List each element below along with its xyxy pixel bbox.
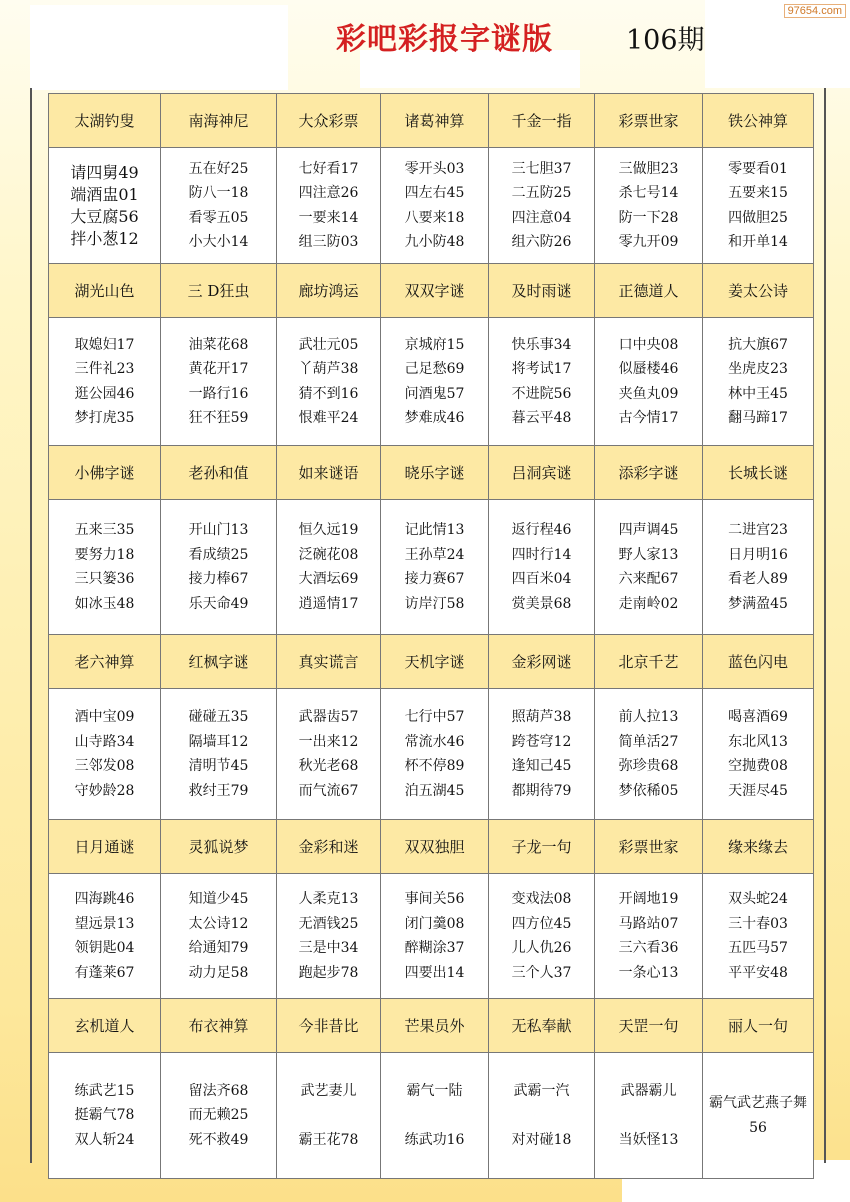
clue-line: 隔墙耳12 bbox=[188, 733, 249, 750]
clue-line: 三做胆23 bbox=[618, 160, 679, 177]
author-name: 子龙一句 bbox=[489, 820, 595, 874]
clue-line: 七好看17 bbox=[298, 160, 359, 177]
clue-line: 三只篓36 bbox=[74, 571, 135, 587]
clue-line: 给通知79 bbox=[188, 940, 249, 956]
clue-line: 二五防25 bbox=[511, 185, 572, 201]
author-name: 老六神算 bbox=[49, 635, 161, 689]
author-name: 无私奉献 bbox=[489, 999, 595, 1053]
clue-line: 逢知己45 bbox=[511, 758, 572, 774]
author-name: 小佛字谜 bbox=[49, 446, 161, 500]
clue-line: 知道少45 bbox=[188, 891, 249, 907]
clue-line: 一出来12 bbox=[298, 733, 359, 750]
clue-line: 五要来15 bbox=[728, 185, 788, 201]
author-name: 今非昔比 bbox=[277, 999, 381, 1053]
author-name: 三 D狂虫 bbox=[161, 264, 277, 318]
author-name: 缘来缘去 bbox=[703, 820, 814, 874]
author-row bbox=[49, 635, 814, 689]
clue-line: 武壮元05 bbox=[298, 336, 359, 353]
clue-cell bbox=[277, 1053, 381, 1179]
clue-row bbox=[49, 500, 814, 635]
clue-line: 马路站07 bbox=[618, 915, 679, 932]
clue-line: 武器霸儿 bbox=[620, 1083, 677, 1099]
clue-cell bbox=[703, 1053, 814, 1179]
clue-line: 秋光老68 bbox=[298, 758, 359, 774]
clue-cell bbox=[595, 1053, 703, 1179]
clue-line: 三六看36 bbox=[618, 940, 679, 956]
clue-line: 要努力18 bbox=[74, 546, 135, 563]
clue-line: 天涯尽45 bbox=[728, 782, 788, 799]
clue-line: 请四舅49 bbox=[70, 162, 139, 182]
clue-line: 武霸一汽 bbox=[513, 1083, 570, 1099]
clue-line: 四要出14 bbox=[404, 964, 465, 981]
clue-line: 当妖怪13 bbox=[618, 1131, 679, 1148]
author-name: 及时雨谜 bbox=[489, 264, 595, 318]
clue-line: 救纣王79 bbox=[188, 782, 249, 799]
clue-line: 赏美景68 bbox=[511, 595, 572, 612]
clue-cell bbox=[277, 500, 381, 635]
clue-line: 三七胆37 bbox=[511, 160, 572, 177]
clue-line: 梦满盈45 bbox=[728, 595, 788, 612]
clue-row bbox=[49, 1053, 814, 1179]
clue-line: 三件礼23 bbox=[74, 361, 135, 377]
clue-line: 一路行16 bbox=[188, 385, 249, 402]
clue-line: 组三防03 bbox=[298, 234, 359, 250]
clue-line: 泛碗花08 bbox=[298, 546, 359, 563]
clue-cell bbox=[595, 500, 703, 635]
clue-line: 武器齿57 bbox=[298, 709, 359, 725]
author-name: 天机字谜 bbox=[381, 635, 489, 689]
clue-line: 常流水46 bbox=[404, 733, 465, 750]
clue-line: 留法齐68 bbox=[188, 1082, 249, 1099]
clue-line: 动力足58 bbox=[188, 964, 249, 981]
author-name: 铁公神算 bbox=[703, 94, 814, 148]
clue-line: 开阔地19 bbox=[618, 891, 679, 907]
clue-line: 弥珍贵68 bbox=[618, 758, 679, 774]
clue-line: 简单活27 bbox=[618, 733, 679, 750]
author-name: 金彩和迷 bbox=[277, 820, 381, 874]
clue-line: 而无赖25 bbox=[188, 1107, 249, 1124]
clue-line: 野人家13 bbox=[618, 546, 679, 563]
author-row bbox=[49, 820, 814, 874]
clue-cell bbox=[277, 148, 381, 264]
clue-line: 霸气武艺燕子舞56 bbox=[709, 1095, 807, 1136]
clue-cell bbox=[595, 689, 703, 820]
riddle-table bbox=[48, 93, 814, 1179]
author-name: 双双字谜 bbox=[381, 264, 489, 318]
author-name: 北京千艺 bbox=[595, 635, 703, 689]
clue-line: 清明节45 bbox=[188, 758, 249, 774]
clue-spacer bbox=[381, 1104, 488, 1128]
clue-line: 四百米04 bbox=[511, 571, 572, 587]
clue-cell bbox=[595, 318, 703, 446]
author-name: 灵狐说梦 bbox=[161, 820, 277, 874]
clue-line: 快乐事34 bbox=[511, 336, 572, 353]
clue-line: 空抛费08 bbox=[728, 758, 788, 774]
clue-cell bbox=[703, 500, 814, 635]
clue-line: 武艺妻儿 bbox=[300, 1083, 357, 1099]
clue-line: 防一下28 bbox=[618, 209, 679, 226]
clue-line: 五在好25 bbox=[188, 160, 249, 177]
clue-line: 接力赛67 bbox=[404, 571, 465, 587]
clue-line: 日月明16 bbox=[728, 546, 788, 563]
clue-cell bbox=[489, 874, 595, 999]
clue-spacer bbox=[277, 1104, 380, 1128]
clue-cell bbox=[161, 1053, 277, 1179]
author-name: 湖光山色 bbox=[49, 264, 161, 318]
clue-line: 对对碰18 bbox=[511, 1131, 572, 1148]
clue-line: 跨苍穹12 bbox=[511, 733, 572, 750]
author-name: 晓乐字谜 bbox=[381, 446, 489, 500]
clue-line: 四声调45 bbox=[618, 522, 679, 538]
clue-cell bbox=[703, 689, 814, 820]
clue-line: 碰碰五35 bbox=[188, 709, 249, 725]
clue-line: 醉糊涂37 bbox=[404, 940, 465, 956]
clue-line: 取媳妇17 bbox=[74, 336, 135, 353]
clue-line: 五来三35 bbox=[74, 522, 135, 538]
clue-line: 猜不到16 bbox=[298, 385, 359, 402]
clue-cell bbox=[381, 689, 489, 820]
clue-cell bbox=[489, 148, 595, 264]
author-name: 彩票世家 bbox=[595, 820, 703, 874]
author-name: 千金一指 bbox=[489, 94, 595, 148]
clue-line: 不进院56 bbox=[511, 385, 572, 402]
clue-line: 双头蛇24 bbox=[728, 891, 788, 907]
clue-line: 四注意04 bbox=[511, 209, 572, 226]
clue-line: 喝喜酒69 bbox=[728, 709, 788, 725]
clue-cell bbox=[381, 1053, 489, 1179]
author-name: 南海神尼 bbox=[161, 94, 277, 148]
clue-line: 返行程46 bbox=[511, 522, 572, 538]
author-name: 添彩字谜 bbox=[595, 446, 703, 500]
clue-line: 跑起步78 bbox=[298, 964, 359, 981]
clue-line: 死不救49 bbox=[188, 1131, 249, 1148]
clue-line: 如冰玉48 bbox=[74, 595, 135, 612]
clue-line: 夹鱼丸09 bbox=[618, 385, 679, 402]
author-name: 吕洞宾谜 bbox=[489, 446, 595, 500]
clue-line: 东北风13 bbox=[728, 733, 788, 750]
clue-line: 梦打虎35 bbox=[74, 410, 135, 426]
clue-line: 零九开09 bbox=[618, 234, 679, 250]
clue-line: 六来配67 bbox=[618, 571, 679, 587]
clue-line: 双人斩24 bbox=[74, 1131, 135, 1148]
clue-line: 己足愁69 bbox=[404, 361, 465, 377]
clue-line: 似蜃楼46 bbox=[618, 361, 679, 377]
clue-spacer bbox=[595, 1104, 702, 1128]
clue-line: 端酒盅01 bbox=[70, 184, 139, 204]
clue-cell bbox=[277, 318, 381, 446]
clue-cell bbox=[703, 318, 814, 446]
clue-line: 人柔克13 bbox=[298, 891, 359, 907]
clue-line: 乐天命49 bbox=[188, 595, 249, 612]
clue-line: 一条心13 bbox=[618, 964, 679, 981]
author-name: 日月通谜 bbox=[49, 820, 161, 874]
author-name: 布衣神算 bbox=[161, 999, 277, 1053]
clue-line: 太公诗12 bbox=[188, 915, 249, 932]
author-name: 金彩网谜 bbox=[489, 635, 595, 689]
clue-line: 领钥匙04 bbox=[74, 940, 135, 956]
site-watermark[interactable]: 97654.com bbox=[784, 4, 846, 18]
clue-line: 守妙龄28 bbox=[74, 782, 135, 799]
author-name: 廊坊鸿运 bbox=[277, 264, 381, 318]
clue-line: 访岸汀58 bbox=[404, 595, 465, 612]
clue-cell bbox=[49, 500, 161, 635]
clue-line: 三邻发08 bbox=[74, 758, 135, 774]
author-name: 大众彩票 bbox=[277, 94, 381, 148]
clue-cell bbox=[489, 500, 595, 635]
clue-line: 开山门13 bbox=[188, 522, 249, 538]
blank-patch bbox=[30, 5, 288, 90]
clue-line: 无酒钱25 bbox=[298, 915, 359, 932]
author-name: 天罡一句 bbox=[595, 999, 703, 1053]
clue-cell bbox=[489, 1053, 595, 1179]
clue-line: 闭门羹08 bbox=[404, 915, 465, 932]
clue-line: 霸气一陆 bbox=[406, 1083, 463, 1099]
clue-line: 变戏法08 bbox=[511, 891, 572, 907]
author-name: 玄机道人 bbox=[49, 999, 161, 1053]
author-row bbox=[49, 94, 814, 148]
clue-cell bbox=[161, 148, 277, 264]
clue-line: 口中央08 bbox=[618, 336, 679, 353]
clue-cell bbox=[49, 148, 161, 264]
clue-line: 防八一18 bbox=[188, 185, 249, 201]
clue-line: 四注意26 bbox=[298, 185, 359, 201]
clue-line: 杯不停89 bbox=[404, 758, 465, 774]
clue-line: 抗大旗67 bbox=[728, 336, 788, 353]
author-name: 诸葛神算 bbox=[381, 94, 489, 148]
author-name: 彩票世家 bbox=[595, 94, 703, 148]
clue-line: 狂不狂59 bbox=[188, 410, 249, 426]
clue-line: 梦难成46 bbox=[404, 410, 465, 426]
author-name: 红枫字谜 bbox=[161, 635, 277, 689]
clue-line: 而气流67 bbox=[298, 782, 359, 799]
clue-line: 翻马蹄17 bbox=[728, 410, 788, 426]
clue-line: 四方位45 bbox=[511, 915, 572, 932]
clue-line: 练武功16 bbox=[404, 1131, 465, 1148]
clue-line: 山寺路34 bbox=[74, 733, 135, 750]
author-name: 正德道人 bbox=[595, 264, 703, 318]
clue-cell bbox=[161, 874, 277, 999]
clue-line: 丫葫芦38 bbox=[298, 361, 359, 377]
clue-line: 看老人89 bbox=[728, 571, 788, 587]
clue-cell bbox=[381, 318, 489, 446]
clue-line: 平平安48 bbox=[728, 964, 788, 981]
clue-line: 坐虎皮23 bbox=[728, 361, 788, 377]
clue-cell bbox=[49, 874, 161, 999]
clue-cell bbox=[49, 689, 161, 820]
clue-line: 恒久远19 bbox=[298, 522, 359, 538]
clue-cell bbox=[381, 500, 489, 635]
author-name: 太湖钓叟 bbox=[49, 94, 161, 148]
clue-line: 五匹马57 bbox=[728, 940, 788, 956]
clue-line: 看成绩25 bbox=[188, 546, 249, 563]
clue-line: 记此情13 bbox=[404, 522, 465, 538]
author-name: 长城长谜 bbox=[703, 446, 814, 500]
clue-line: 都期待79 bbox=[511, 782, 572, 799]
clue-line: 拌小葱12 bbox=[70, 228, 139, 248]
clue-line: 接力棒67 bbox=[188, 571, 249, 587]
clue-line: 将考试17 bbox=[511, 361, 572, 377]
clue-line: 暮云平48 bbox=[511, 410, 572, 426]
clue-line: 组六防26 bbox=[511, 234, 572, 250]
clue-line: 事间关56 bbox=[404, 891, 465, 907]
frame-border bbox=[824, 88, 826, 1163]
clue-line: 望远景13 bbox=[74, 915, 135, 932]
author-name: 蓝色闪电 bbox=[703, 635, 814, 689]
clue-line: 杀七号14 bbox=[618, 185, 679, 201]
clue-line: 儿人仇26 bbox=[511, 940, 572, 956]
clue-line: 梦依稀05 bbox=[618, 782, 679, 799]
clue-cell bbox=[381, 874, 489, 999]
clue-spacer bbox=[489, 1104, 594, 1128]
clue-line: 三十春03 bbox=[728, 915, 788, 932]
clue-line: 酒中宝09 bbox=[74, 709, 135, 725]
clue-line: 挺霸气78 bbox=[74, 1107, 135, 1124]
clue-row bbox=[49, 689, 814, 820]
clue-line: 恨难平24 bbox=[298, 410, 359, 426]
author-name: 芒果员外 bbox=[381, 999, 489, 1053]
clue-line: 练武艺15 bbox=[74, 1082, 135, 1099]
clue-cell bbox=[161, 689, 277, 820]
issue-number: 106期 bbox=[626, 25, 705, 56]
clue-cell bbox=[595, 874, 703, 999]
clue-line: 王孙草24 bbox=[404, 546, 465, 563]
clue-line: 三是中34 bbox=[298, 940, 359, 956]
author-name: 丽人一句 bbox=[703, 999, 814, 1053]
clue-line: 七行中57 bbox=[404, 709, 465, 725]
clue-cell bbox=[381, 148, 489, 264]
page-title: 彩吧彩报字谜版 bbox=[336, 22, 553, 57]
clue-line: 油菜花68 bbox=[188, 336, 249, 353]
clue-line: 九小防48 bbox=[404, 234, 465, 250]
clue-line: 四左右45 bbox=[404, 185, 465, 201]
clue-line: 大豆腐56 bbox=[70, 206, 139, 226]
clue-line: 林中王45 bbox=[728, 385, 788, 402]
clue-cell bbox=[277, 689, 381, 820]
author-name: 双双独胆 bbox=[381, 820, 489, 874]
clue-line: 和开单14 bbox=[728, 234, 788, 250]
clue-line: 零开头03 bbox=[404, 160, 465, 177]
clue-cell bbox=[489, 689, 595, 820]
clue-line: 四海跳46 bbox=[74, 891, 135, 907]
clue-cell bbox=[277, 874, 381, 999]
clue-line: 小大小14 bbox=[188, 234, 249, 250]
clue-cell bbox=[161, 500, 277, 635]
clue-line: 看零五05 bbox=[188, 209, 249, 226]
author-row bbox=[49, 446, 814, 500]
clue-cell bbox=[161, 318, 277, 446]
clue-line: 逍遥情17 bbox=[298, 595, 359, 612]
author-name: 老孙和值 bbox=[161, 446, 277, 500]
frame-border bbox=[30, 88, 32, 1163]
clue-cell bbox=[49, 318, 161, 446]
clue-line: 前人拉13 bbox=[618, 709, 679, 725]
author-row bbox=[49, 999, 814, 1053]
clue-line: 泊五湖45 bbox=[404, 782, 465, 799]
author-name: 真实谎言 bbox=[277, 635, 381, 689]
clue-line: 四时行14 bbox=[511, 546, 572, 563]
author-row bbox=[49, 264, 814, 318]
clue-line: 一要来14 bbox=[298, 209, 359, 226]
clue-line: 古今情17 bbox=[618, 410, 679, 426]
clue-line: 走南岭02 bbox=[618, 595, 679, 612]
clue-cell bbox=[595, 148, 703, 264]
clue-line: 黄花开17 bbox=[188, 361, 249, 377]
clue-line: 照葫芦38 bbox=[511, 709, 572, 725]
clue-row bbox=[49, 318, 814, 446]
clue-line: 霸王花78 bbox=[298, 1131, 359, 1148]
clue-row bbox=[49, 148, 814, 264]
clue-line: 零要看01 bbox=[728, 160, 788, 177]
clue-line: 四做胆25 bbox=[728, 209, 788, 226]
clue-row bbox=[49, 874, 814, 999]
clue-line: 问酒鬼57 bbox=[404, 385, 465, 402]
author-name: 姜太公诗 bbox=[703, 264, 814, 318]
clue-line: 京城府15 bbox=[404, 336, 465, 353]
clue-line: 逛公园46 bbox=[74, 385, 135, 402]
clue-cell bbox=[489, 318, 595, 446]
clue-cell bbox=[49, 1053, 161, 1179]
clue-cell bbox=[703, 874, 814, 999]
clue-line: 三个人37 bbox=[511, 964, 572, 981]
author-name: 如来谜语 bbox=[277, 446, 381, 500]
clue-line: 八要来18 bbox=[404, 209, 465, 226]
clue-line: 大酒坛69 bbox=[298, 571, 359, 587]
clue-cell bbox=[703, 148, 814, 264]
clue-line: 有蓬莱67 bbox=[74, 964, 135, 981]
clue-line: 二进宫23 bbox=[728, 522, 788, 538]
